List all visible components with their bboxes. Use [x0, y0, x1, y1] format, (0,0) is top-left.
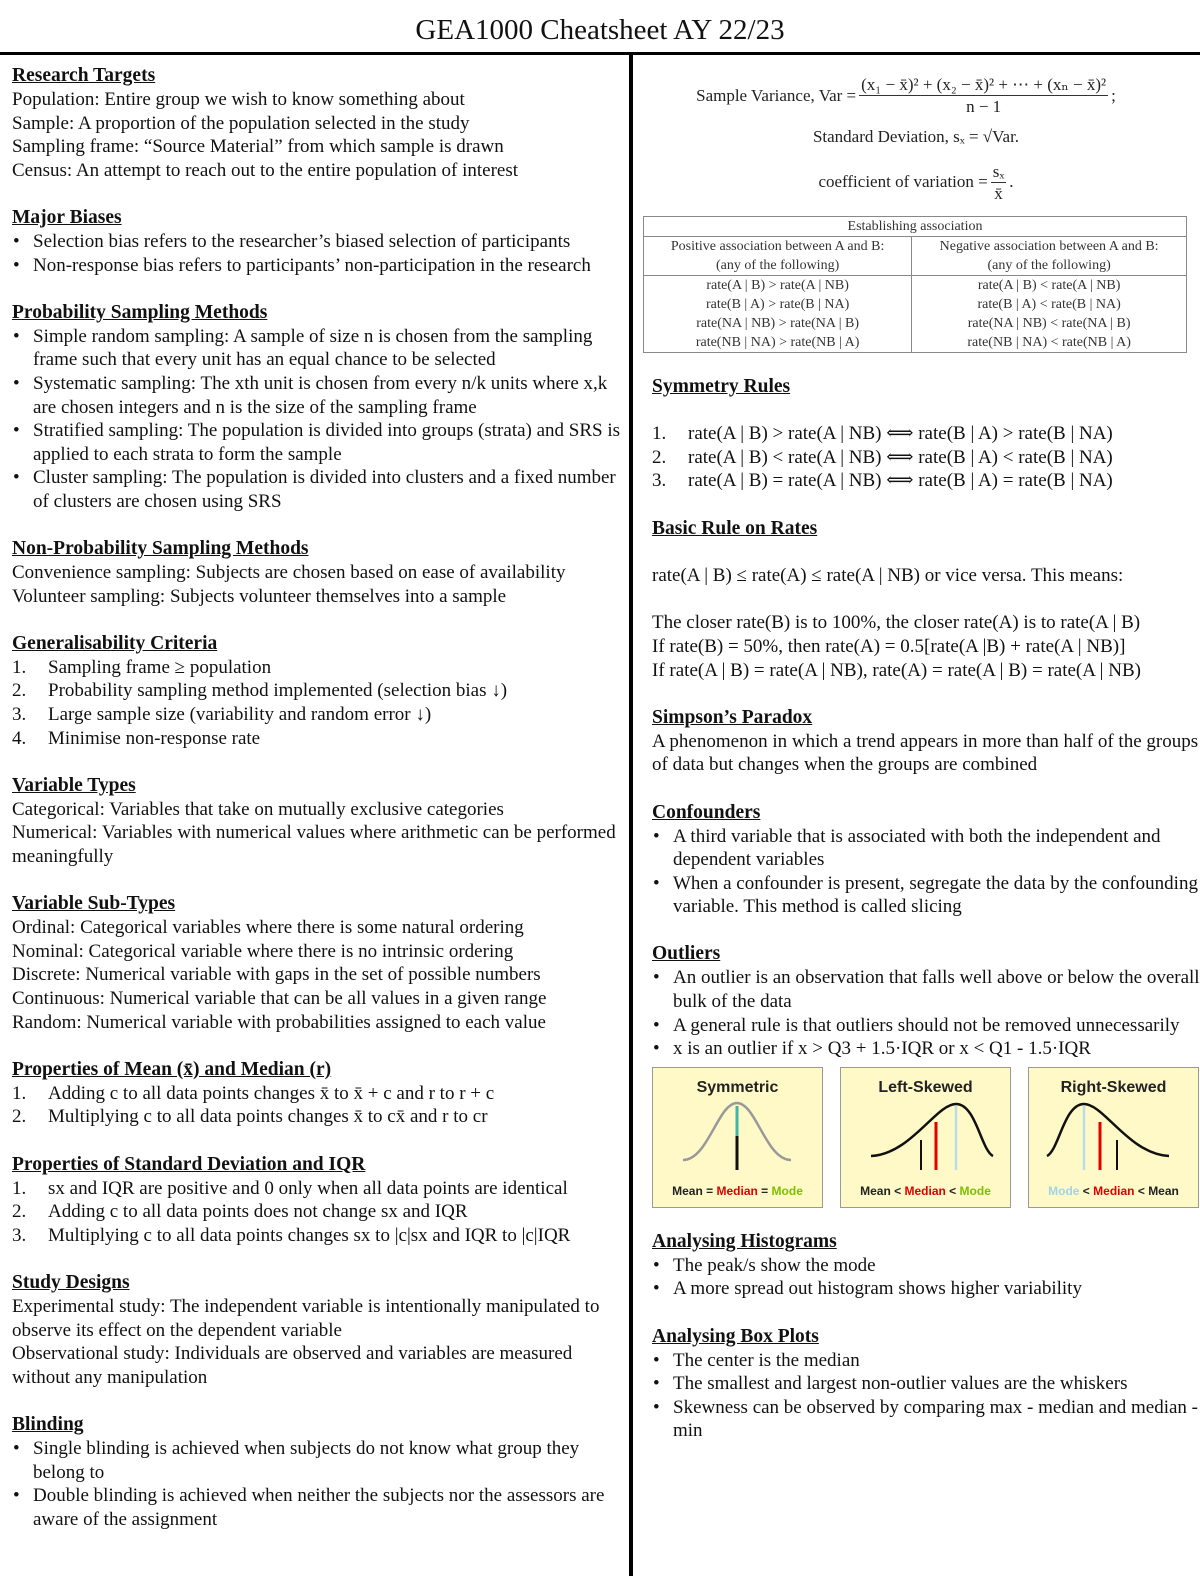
- table-subheader: (any of the following): [644, 256, 912, 276]
- item-text: Multiplying c to all data points changes sx to |c|sx and IQR to |c|IQR: [48, 1224, 571, 1246]
- bullet-item: • Stratified sampling: The population is divided into groups (strata) and SRS is applied to each strata to form the sample: [12, 419, 624, 466]
- right-column: [652, 74, 1200, 1467]
- section-confounders: [652, 801, 1200, 919]
- section-heading: Analysing Box Plots: [652, 1325, 819, 1347]
- formula-block: [652, 74, 1200, 204]
- text-line: Population: Entire group we wish to know something about: [12, 89, 465, 110]
- page-title: GEA1000 Cheatsheet AY 22/23: [415, 14, 785, 46]
- numbered-item: [652, 422, 1200, 446]
- skewness-figures: [652, 1067, 1200, 1208]
- numbered-item: [12, 1200, 624, 1224]
- bullet-item: • A more spread out histogram shows higher variability: [652, 1277, 1200, 1301]
- section-research-targets: [12, 64, 624, 182]
- item-number: 4.: [12, 727, 27, 749]
- section-study-designs: [12, 1271, 624, 1389]
- cv-numerator: sₓ: [992, 161, 1005, 181]
- section-blinding: [12, 1413, 624, 1531]
- bullet-item: • Systematic sampling: The xth unit is chosen from every n/k units where x,k are chosen integers and n is the size of the sampling frame: [12, 372, 624, 419]
- bullet-item: • Single blinding is achieved when subjects do not know what group they belong to: [12, 1437, 624, 1484]
- item-text: sx and IQR are positive and 0 only when all data points are identical: [48, 1177, 568, 1199]
- item-text: Minimise non-response rate: [48, 727, 261, 749]
- label-part: Median: [1093, 1184, 1135, 1199]
- bullet-item: • When a confounder is present, segregate the data by the confounding variable. This method is called slicing: [652, 872, 1200, 919]
- left-skewed-figure: [840, 1067, 1011, 1208]
- item-text: Sampling frame ≥ population: [48, 656, 272, 678]
- numbered-item: [12, 679, 624, 703]
- right-skewed-figure: [1028, 1067, 1199, 1208]
- text-line: Random: Numerical variable with probabilities assigned to each value: [12, 1011, 546, 1033]
- text-line: Nominal: Categorical variable where there is no intrinsic ordering: [12, 940, 514, 962]
- text-line: Volunteer sampling: Subjects volunteer themselves into a sample: [12, 585, 507, 607]
- label-part: Median: [716, 1184, 758, 1199]
- label-part: Median: [904, 1184, 946, 1199]
- section-heading: Research Targets: [12, 65, 156, 86]
- numbered-item: [12, 1224, 624, 1248]
- item-text: rate(A | B) = rate(A | NB) ⟺ rate(B | A) = rate(B | NA): [688, 470, 1113, 492]
- numbered-item: [652, 469, 1200, 493]
- left-column: [12, 64, 624, 1555]
- item-text: Probability sampling method implemented (selection bias ↓): [48, 680, 508, 702]
- label-part: <: [890, 1184, 905, 1199]
- variance-label: Sample Variance, Var =: [696, 85, 857, 105]
- variance-fraction: [859, 74, 1108, 117]
- table-subheader: (any of the following): [912, 256, 1187, 276]
- text-line: Continuous: Numerical variable that can be all values in a given range: [12, 988, 547, 1009]
- text-line: If rate(A | B) = rate(A | NB), rate(A) = rate(A | B) = rate(A | NB): [652, 659, 1141, 681]
- text-line: If rate(B) = 50%, then rate(A) = 0.5[rate(A |B) + rate(A | NB)]: [652, 635, 1126, 657]
- bullet-item: • The peak/s show the mode: [652, 1254, 1200, 1278]
- item-number: 2.: [652, 446, 667, 468]
- figure-title: Right-Skewed: [1060, 1078, 1167, 1096]
- section-heading: Analysing Histograms: [652, 1230, 837, 1252]
- section-histograms: [652, 1230, 1200, 1301]
- section-heading: Properties of Standard Deviation and IQR: [12, 1153, 366, 1175]
- section-heading: Confounders: [652, 801, 761, 823]
- section-heading: Blinding: [12, 1413, 84, 1435]
- table-cell: rate(A | B) > rate(A | NB): [644, 275, 912, 295]
- section-symmetry-rules: [652, 375, 1200, 493]
- numbered-item: [652, 446, 1200, 470]
- item-number: 1.: [12, 656, 27, 678]
- section-generalisability: [12, 632, 624, 750]
- label-part: =: [702, 1184, 717, 1199]
- table-cell: rate(A | B) < rate(A | NB): [912, 275, 1187, 295]
- section-basic-rule: [652, 517, 1200, 683]
- section-heading: Study Designs: [12, 1271, 130, 1293]
- text-line: Numerical: Variables with numerical values where arithmetic can be performed meaningfully: [12, 822, 616, 868]
- section-heading: Generalisability Criteria: [12, 632, 218, 654]
- item-text: rate(A | B) > rate(A | NB) ⟺ rate(B | A) > rate(B | NA): [688, 423, 1113, 445]
- item-number: 2.: [12, 1201, 27, 1223]
- item-number: 2.: [12, 1106, 27, 1128]
- section-heading: Symmetry Rules: [652, 375, 791, 397]
- section-sd-iqr: [12, 1153, 624, 1248]
- figure-label: [1029, 1180, 1198, 1204]
- cv-fraction: [991, 161, 1007, 204]
- section-heading: Non-Probability Sampling Methods: [12, 538, 309, 560]
- figure-title: Symmetric: [696, 1078, 779, 1096]
- section-probability-sampling: [12, 301, 624, 514]
- table-header-negative: Negative association between A and B:: [912, 236, 1187, 256]
- text-line: Ordinal: Categorical variables where there is some natural ordering: [12, 917, 524, 939]
- item-text: Large sample size (variability and random error ↓): [48, 704, 432, 726]
- section-outliers: [652, 942, 1200, 1060]
- section-major-biases: [12, 206, 624, 277]
- numbered-item: [12, 1082, 624, 1106]
- label-part: <: [945, 1184, 960, 1199]
- section-non-probability-sampling: [12, 537, 624, 608]
- text-line: Observational study: Individuals are observed and variables are measured without any manipulation: [12, 1343, 573, 1388]
- text-line: Categorical: Variables that take on mutually exclusive categories: [12, 798, 504, 820]
- bullet-item: • The smallest and largest non-outlier values are the whiskers: [652, 1372, 1200, 1396]
- table-cell: rate(NB | NA) < rate(NB | A): [912, 333, 1187, 353]
- table-cell: rate(B | A) > rate(B | NA): [644, 295, 912, 314]
- table-caption: Establishing association: [644, 216, 1187, 236]
- bullet-item: • Non-response bias refers to participants’ non-participation in the research: [12, 254, 624, 278]
- section-heading: Major Biases: [12, 206, 122, 228]
- numbered-item: [12, 727, 624, 751]
- numbered-item: [12, 703, 624, 727]
- variance-tail: ;: [1111, 85, 1116, 105]
- figure-label: [653, 1180, 822, 1204]
- figure-label: [841, 1180, 1010, 1204]
- text-line: Discrete: Numerical variable with gaps in the set of possible numbers: [12, 964, 541, 986]
- numbered-item: [12, 1105, 624, 1129]
- symmetric-curve-icon: [653, 1098, 822, 1178]
- variance-denominator: n − 1: [966, 97, 1002, 116]
- text-line: Experimental study: The independent variable is intentionally manipulated to observe its effect on the dependent variable: [12, 1295, 600, 1341]
- label-part: Mode: [959, 1184, 991, 1199]
- numbered-item: [12, 1177, 624, 1201]
- bullet-item: • Cluster sampling: The population is divided into clusters and a fixed number of clusters are chosen using SRS: [12, 466, 624, 513]
- item-number: 3.: [12, 704, 27, 726]
- item-number: 1.: [12, 1177, 27, 1199]
- item-number: 2.: [12, 680, 27, 702]
- label-part: =: [757, 1184, 772, 1199]
- section-heading: Properties of Mean (x̄) and Median (r): [12, 1058, 332, 1080]
- column-divider: [629, 55, 633, 1576]
- cv-tail: .: [1009, 172, 1014, 192]
- label-part: Mean: [1148, 1184, 1179, 1199]
- item-text: Adding c to all data points does not change sx and IQR: [48, 1201, 468, 1223]
- sd-formula: Standard Deviation, sₓ = √Var.: [812, 127, 1020, 146]
- section-simpsons-paradox: [652, 706, 1200, 777]
- table-header-positive: Positive association between A and B:: [644, 236, 912, 256]
- item-number: 3.: [652, 470, 667, 492]
- bullet-item: • Double blinding is achieved when neither the subjects nor the assessors are aware of the assignment: [12, 1484, 624, 1531]
- bullet-item: • Simple random sampling: A sample of size n is chosen from the sampling frame such that every unit has an equal chance to be selected: [12, 325, 624, 372]
- figure-title: Left-Skewed: [878, 1078, 973, 1096]
- left-skew-curve-icon: [841, 1098, 1010, 1178]
- label-part: Mean: [672, 1184, 703, 1199]
- label-part: Mode: [771, 1184, 803, 1199]
- table-cell: rate(B | A) < rate(B | NA): [912, 295, 1187, 314]
- item-text: Multiplying c to all data points changes x̄ to cx̄ and r to cr: [48, 1106, 488, 1128]
- item-text: Adding c to all data points changes x̄ to x̄ + c and r to r + c: [48, 1082, 495, 1104]
- section-variable-subtypes: [12, 892, 624, 1034]
- label-part: <: [1134, 1184, 1149, 1199]
- text-line: rate(A | B) ≤ rate(A) ≤ rate(A | NB) or vice versa. This means:: [652, 565, 1124, 587]
- item-number: 1.: [652, 423, 667, 445]
- item-number: 3.: [12, 1224, 27, 1246]
- section-heading: Probability Sampling Methods: [12, 301, 268, 323]
- numbered-item: [12, 656, 624, 680]
- bullet-item: • An outlier is an observation that falls well above or below the overall bulk of the data: [652, 966, 1200, 1013]
- bullet-item: • The center is the median: [652, 1349, 1200, 1373]
- section-mean-median: [12, 1058, 624, 1129]
- text-line: Sample: A proportion of the population selected in the study: [12, 112, 470, 134]
- label-part: <: [1079, 1184, 1094, 1199]
- section-heading: Basic Rule on Rates: [652, 517, 818, 539]
- bullet-item: • Skewness can be observed by comparing max - median and median - min: [652, 1396, 1200, 1443]
- variance-numerator: (x₁ − x̄)² + (x₂ − x̄)² + ⋯ + (xₙ − x̄)²: [861, 75, 1107, 94]
- label-part: Mode: [1048, 1184, 1080, 1199]
- bullet-item: • A general rule is that outliers should not be removed unnecessarily: [652, 1014, 1200, 1038]
- label-part: Mean: [860, 1184, 891, 1199]
- table-cell: rate(NB | NA) > rate(NB | A): [644, 333, 912, 353]
- bullet-item: • Selection bias refers to the researcher’s biased selection of participants: [12, 230, 624, 254]
- section-heading: Simpson’s Paradox: [652, 706, 813, 728]
- section-box-plots: [652, 1325, 1200, 1443]
- table-cell: rate(NA | NB) < rate(NA | B): [912, 314, 1187, 333]
- cv-denominator: x̄: [994, 183, 1003, 203]
- title-divider: [0, 52, 1200, 55]
- item-text: rate(A | B) < rate(A | NB) ⟺ rate(B | A) < rate(B | NA): [688, 446, 1113, 468]
- text-line: A phenomenon in which a trend appears in more than half of the groups of data but changes when the groups are combined: [652, 730, 1199, 776]
- association-table: [643, 216, 1187, 353]
- text-line: Census: An attempt to reach out to the entire population of interest: [12, 159, 519, 181]
- bullet-item: • A third variable that is associated with both the independent and dependent variables: [652, 825, 1200, 872]
- section-variable-types: [12, 774, 624, 869]
- symmetric-figure: [652, 1067, 823, 1208]
- section-heading: Variable Types: [12, 774, 136, 796]
- text-line: The closer rate(B) is to 100%, the closer rate(A) is to rate(A | B): [652, 612, 1141, 634]
- bullet-item: • x is an outlier if x > Q3 + 1.5·IQR or x < Q1 - 1.5·IQR: [652, 1037, 1200, 1061]
- item-number: 1.: [12, 1082, 27, 1104]
- section-heading: Outliers: [652, 943, 721, 965]
- section-heading: Variable Sub-Types: [12, 893, 176, 915]
- variance-formula: [612, 74, 1200, 117]
- cv-label: coefficient of variation =: [818, 172, 988, 192]
- text-line: Sampling frame: “Source Material” from which sample is drawn: [12, 136, 504, 158]
- text-line: Convenience sampling: Subjects are chosen based on ease of availability: [12, 562, 566, 584]
- right-skew-curve-icon: [1029, 1098, 1198, 1178]
- table-cell: rate(NA | NB) > rate(NA | B): [644, 314, 912, 333]
- cv-formula: [632, 161, 1200, 204]
